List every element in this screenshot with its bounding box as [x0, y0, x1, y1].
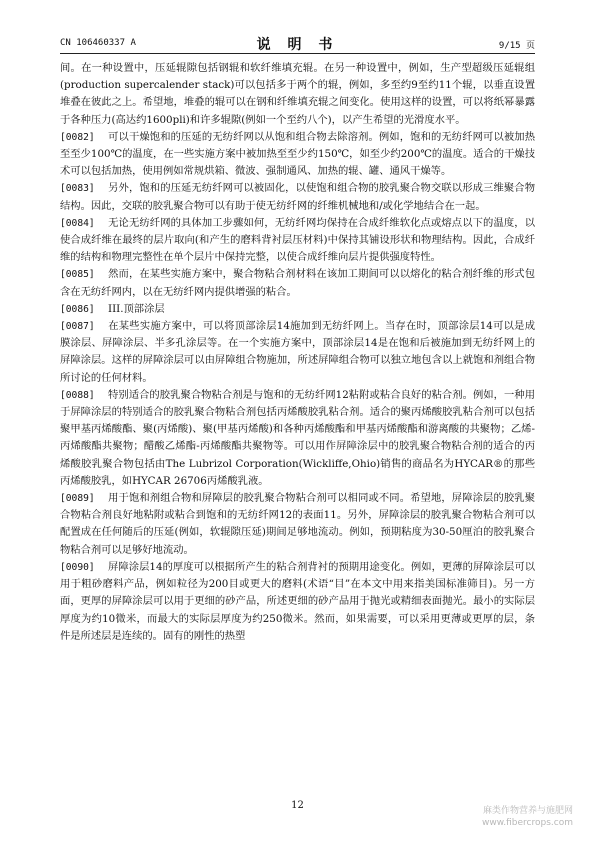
- paragraph-0090: [60, 559, 535, 645]
- patent-number: CN 106460337 A: [60, 38, 136, 48]
- page-number: 12: [291, 800, 304, 811]
- paragraph-text: 在某些实施方案中，可以将顶部涂层14施加到无纺纤网上。当存在时，顶部涂层14可以是成膜涂层、屏障涂层、半多孔涂层等。在一个实施方案中，顶部涂层14是在饱和后被施加到无纺纤网上的屏障涂层。这样的屏障涂层可以由屏障组合物施加，所述屏障组合物可以独立地包含以上就饱和剂组合物所讨论的任何材料。: [60, 320, 535, 384]
- paragraph-text: 然而，在某些实施方案中，聚合物粘合剂材料在该加工期间可以以熔化的粘合剂纤维的形式包含在无纺纤网内，以在无纺纤网内提供增强的粘合。: [60, 268, 535, 298]
- watermark-title: 麻类作物营养与施肥网: [482, 806, 573, 816]
- paragraph-text: 另外，饱和的压延无纺纤网可以被固化，以使饱和组合物的胶乳聚合物交联以形成三维聚合物结构。因此，交联的胶乳聚合物可以有助于使无纺纤网的纤维机械地和/或化学地结合在一起。: [60, 182, 535, 212]
- paragraph-text: 无论无纺纤网的具体加工步骤如何，无纺纤网均保持在合成纤维软化点或熔点以下的温度，以使合成纤维在最终的层片取向(和产生的磨料背衬层压材料)中保持其铺设形状和物理结构。因此，合成纤维的结构和物理完整性在单个层片中保持完整，以使合成纤维向层片提供强度特性。: [60, 216, 535, 264]
- paragraph-number: [0089]: [60, 493, 95, 505]
- paragraph-text: 屏障涂层14的厚度可以根据所产生的粘合剂背衬的预期用途变化。例如，更薄的屏障涂层可以用于粗砂磨料产品，例如粒径为200目或更大的磨料(术语“目”在本文中用来指美国标准筛目)。另一方面，更厚的屏障涂层可以用于更细的砂产品，所述更细的砂产品用于抛光或精细表面抛光。最小的实际层厚度为约10微米，而最大的实际层厚度为约250微米。然而，如果需要，可以采用更薄或更厚的层，条件是所述层是连续的。固有的刚性的热塑: [60, 560, 535, 642]
- paragraph-text: 可以干燥饱和的压延的无纺纤网以从饱和组合物去除溶剂。例如，饱和的无纺纤网可以被加热至至少100℃的温度，在一些实施方案中被加热至至少约150℃，如至少约200℃的温度。适合的干燥技术可以包括加热，使用例如常规烘箱、微波、强制通风、加热的辊、罐、通风干燥等。: [60, 130, 535, 178]
- header-rule: [60, 53, 535, 54]
- site-watermark: [482, 805, 573, 829]
- paragraph-number: [0085]: [60, 269, 95, 281]
- paragraph-text: 用于饱和剂组合物和屏障层的胶乳聚合物粘合剂可以相同或不同。希望地，屏障涂层的胶乳聚合物粘合剂良好地粘附或粘合到饱和的无纺纤网12的表面11。另外，屏障涂层的胶乳聚合物粘合剂可以配置成在任何随后的压延(例如，软辊隙压延)期间足够地流动。例如，预期粘度为30-50厘泊的胶乳聚合物粘合剂可以足够好地流动。: [60, 492, 535, 556]
- document-type-title: 说 明 书: [256, 37, 339, 53]
- watermark-url: www.fibercrops.com: [482, 818, 573, 828]
- paragraph-number: [0082]: [60, 131, 95, 143]
- page-header: [60, 34, 535, 52]
- paragraph-0089: [60, 490, 535, 559]
- section-heading: III.顶部涂层: [108, 302, 165, 315]
- paragraph-number: [0090]: [60, 561, 95, 573]
- document-body: [60, 60, 535, 645]
- paragraph-continuation: [60, 60, 535, 129]
- paragraph-text: 间。在一种设置中，压延辊隙包括钢辊和软纤维填充辊。在另一种设置中，例如，生产型超级压延辊组(production supercalender stack)可以包括多于两个的辊，例如，多至约9至约11个辊，以垂直设置堆叠在彼此之上。希望地，堆叠的辊可以在钢和纤维填充辊之间变化。使用这样的设置，可以将纸幂暴露于各种压力(高达约1600pli)和许多辊隙(例如一个至约八个)，以产生希望的光滑度水平。: [60, 62, 535, 126]
- paragraph-number: [0088]: [60, 389, 95, 401]
- page-indicator: 9/15 页: [498, 41, 535, 51]
- paragraph-0082: [60, 129, 535, 181]
- paragraph-number: [0084]: [60, 217, 95, 229]
- paragraph-0083: [60, 180, 535, 214]
- paragraph-0086-heading: [60, 301, 535, 318]
- paragraph-0088: [60, 387, 535, 490]
- paragraph-number: [0087]: [60, 321, 95, 333]
- paragraph-number: [0083]: [60, 183, 95, 195]
- paragraph-number: [0086]: [60, 303, 95, 315]
- paragraph-0084: [60, 215, 535, 267]
- paragraph-text: 特别适合的胶乳聚合物粘合剂是与饱和的无纺纤网12粘附或粘合良好的粘合剂。例如，一种用于屏障涂层的特别适合的胶乳聚合物粘合剂包括丙烯酸胶乳粘合剂。适合的聚丙烯酸胶乳粘合剂可以包括聚甲基丙烯酸酯、聚(丙烯酸)、聚(甲基丙烯酸)和各种丙烯酸酯和甲基丙烯酸酯和游离酸的共聚物；乙烯-丙烯酸酯共聚物；醋酸乙烯酯-丙烯酸酯共聚物等。可以用作屏障涂层中的胶乳聚合物粘合剂的适合的丙烯酸胶乳聚合物包括由The Lubrizol Corporation(Wickliffe,Ohio)销售的商品名为HYCAR®的那些丙烯酸胶乳，如HYCAR 26706丙烯酸乳液。: [60, 388, 535, 487]
- paragraph-0085: [60, 266, 535, 300]
- paragraph-0087: [60, 318, 535, 387]
